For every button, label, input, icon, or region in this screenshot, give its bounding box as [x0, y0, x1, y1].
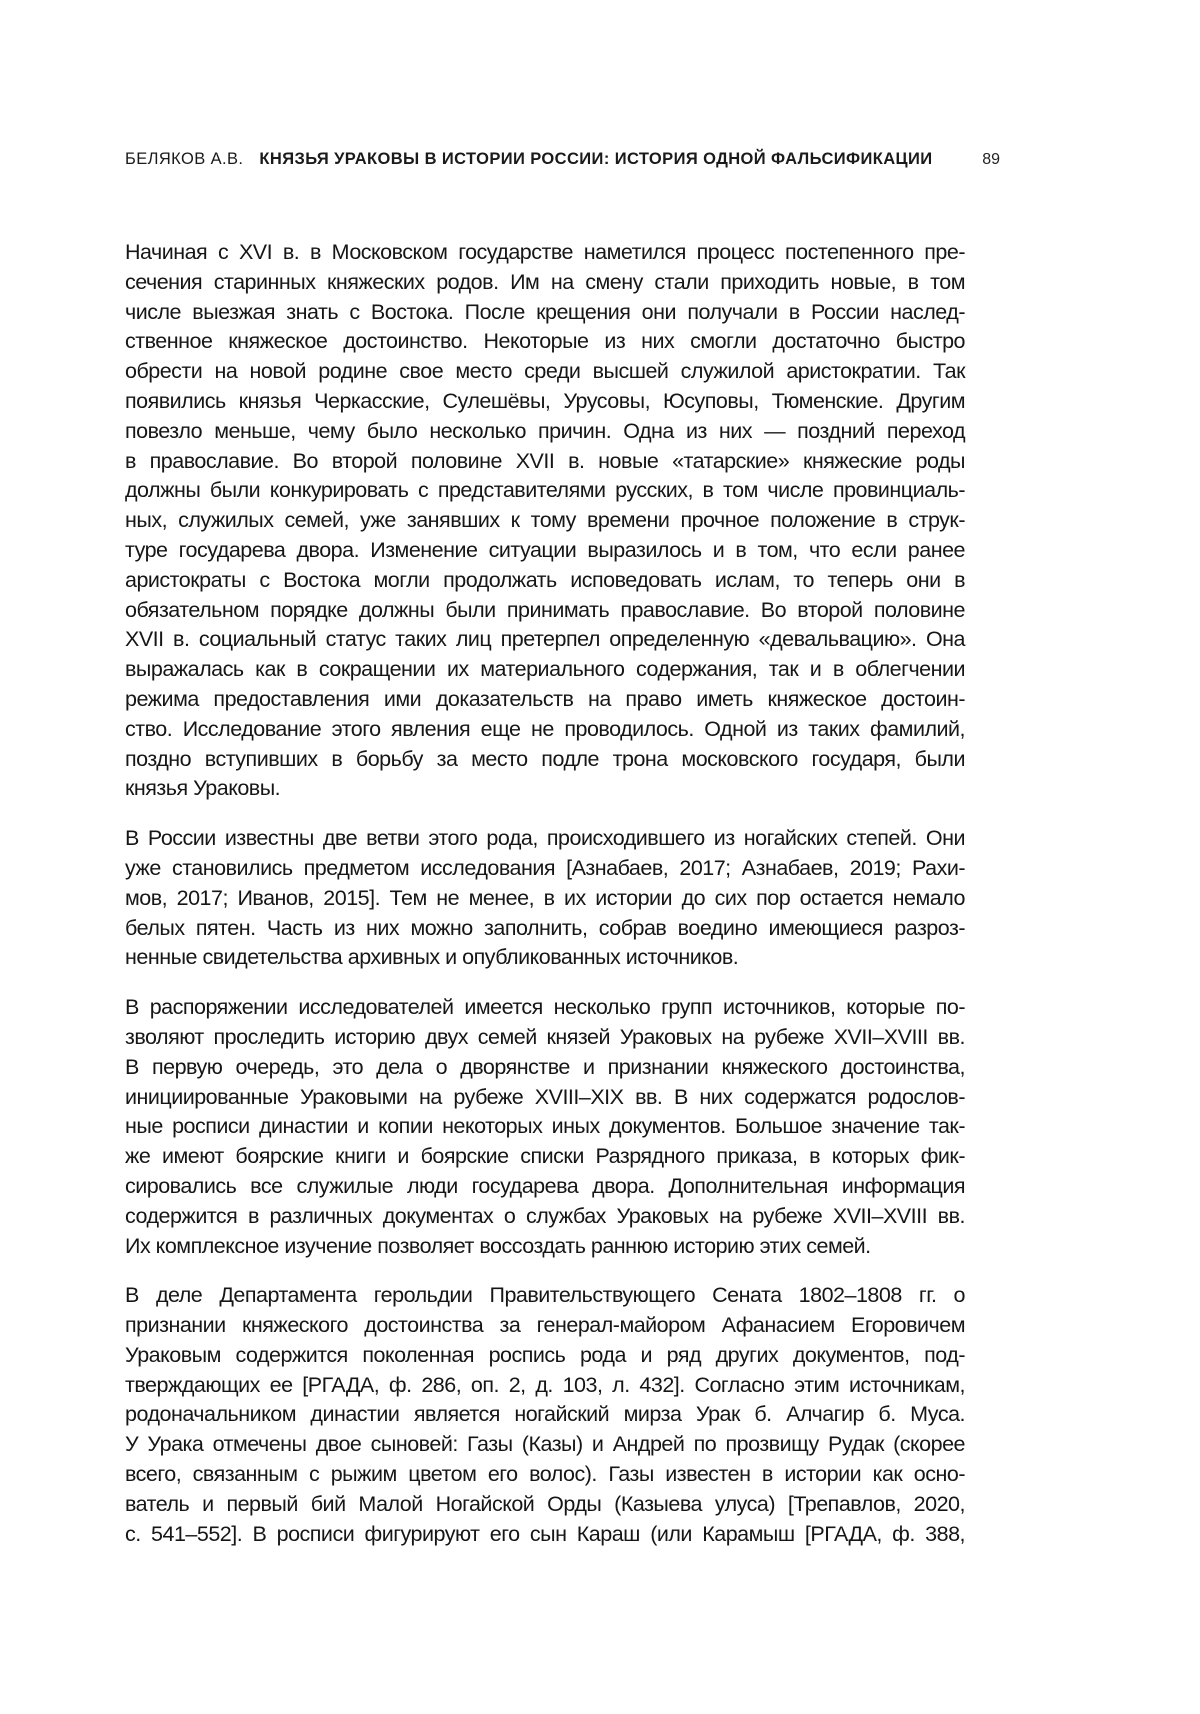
text-line: ные росписи династии и копии некоторых иных документов. Большое значение так- [125, 1114, 965, 1139]
text-line: числе выезжая знать с Востока. После крещения они получали в России наслед- [125, 299, 965, 324]
text-line: повезло меньше, чему было несколько причин. Одна из них — поздний переход [125, 418, 965, 443]
text-line: обязательном порядке должны были принимать православие. Во второй половине [125, 597, 965, 622]
text-line: XVII в. социальный статус таких лиц претерпел определенную «девальвацию». Она [125, 627, 965, 652]
text-line: в православие. Во второй половине XVII в. новые «татарские» княжеские роды [125, 448, 965, 473]
text-line: Начиная с XVI в. в Московском государстве наметился процесс постепенного пре- [125, 240, 965, 264]
page-number: 89 [982, 151, 1000, 168]
text-line: должны были конкурировать с представителями русских, в том числе провинциаль- [125, 478, 965, 503]
text-line: же имеют боярские книги и боярские списки Разрядного приказа, в которых фик- [125, 1144, 965, 1169]
text-line: мов, 2017; Иванов, 2015]. Тем не менее, в их истории до сих пор остается немало [125, 885, 965, 910]
text-line: У Урака отмечены двое сыновей: Газы (Казы) и Андрей по прозвищу Рудак (скорее [125, 1432, 965, 1457]
text-line: белых пятен. Часть из них можно заполнить, собрав воедино имеющиеся разроз- [125, 915, 965, 940]
text-line: родоначальником династии является ногайский мирза Урак б. Алчагир б. Муса. [125, 1402, 965, 1427]
text-line: В деле Департамента герольдии Правительствующего Сената 1802–1808 гг. о [125, 1283, 965, 1308]
text-line: ватель и первый бий Малой Ногайской Орды (Казыева улуса) [Трепавлов, 2020, [125, 1491, 965, 1516]
paragraph [125, 238, 965, 804]
paragraph [125, 824, 965, 973]
text-line: ственное княжеское достоинство. Некоторые из них смогли достаточно быстро [125, 329, 965, 354]
text-line: В России известны две ветви этого рода, происходившего из ногайских степей. Они [125, 826, 965, 851]
text-line: В первую очередь, это дела о дворянстве и признании княжеского достоинства, [125, 1054, 965, 1079]
text-line: сировались все служилые люди государева двора. Дополнительная информация [125, 1173, 965, 1198]
header-author: БЕЛЯКОВ А.В. [125, 150, 244, 168]
text-line: режима предоставления ими доказательств на право иметь княжеское достоин- [125, 686, 965, 711]
text-line: ство. Исследование этого явления еще не проводилось. Одной из таких фамилий, [125, 716, 965, 741]
text-line: содержится в различных документах о службах Ураковых на рубеже XVII–XVIII вв. [125, 1203, 965, 1228]
text-line: В распоряжении исследователей имеется несколько групп источников, которые по- [125, 995, 965, 1020]
body-text [125, 238, 965, 1569]
text-line: князья Ураковы. [125, 776, 281, 801]
paragraph [125, 993, 965, 1261]
text-line: выражалась как в сокращении их материального содержания, так и в облегчении [125, 657, 965, 682]
text-line: зволяют проследить историю двух семей князей Ураковых на рубеже XVII–XVIII вв. [125, 1024, 965, 1049]
text-line: ненные свидетельства архивных и опубликованных источников. [125, 945, 739, 970]
text-line: обрести на новой родине свое место среди высшей служилой аристократии. Так [125, 359, 965, 384]
text-line: тверждающих ее [РГАДА, ф. 286, оп. 2, д. 103, л. 432]. Согласно этим источникам, [125, 1372, 965, 1397]
text-line: появились князья Черкасские, Сулешёвы, Урусовы, Юсуповы, Тюменские. Другим [125, 388, 965, 413]
running-header [125, 150, 1000, 169]
paragraph [125, 1281, 965, 1549]
text-line: всего, связанным с рыжим цветом его волос). Газы известен в истории как осно- [125, 1462, 965, 1487]
text-line: Их комплексное изучение позволяет воссоздать раннюю историю этих семей. [125, 1233, 871, 1258]
text-line: ных, служилых семей, уже занявших к тому времени прочное положение в струк- [125, 508, 965, 533]
text-line: туре государева двора. Изменение ситуации выразилось и в том, что если ранее [125, 537, 965, 562]
header-article-title: КНЯЗЬЯ УРАКОВЫ В ИСТОРИИ РОССИИ: ИСТОРИЯ ОДНОЙ ФАЛЬСИФИКАЦИИ [259, 150, 933, 168]
text-line: с. 541–552]. В росписи фигурируют его сын Караш (или Карамыш [РГАДА, ф. 388, [125, 1521, 965, 1546]
text-line: поздно вступивших в борьбу за место подле трона московского государя, были [125, 746, 965, 771]
text-line: признании княжеского достоинства за генерал-майором Афанасием Егоровичем [125, 1313, 965, 1338]
text-line: аристократы с Востока могли продолжать исповедовать ислам, то теперь они в [125, 567, 965, 592]
text-line: уже становились предметом исследования [Азнабаев, 2017; Азнабаев, 2019; Рахи- [125, 855, 965, 880]
text-line: инициированные Ураковыми на рубеже XVIII–XIX вв. В них содержатся родослов- [125, 1084, 965, 1109]
text-line: Ураковым содержится поколенная роспись рода и ряд других документов, под- [125, 1342, 965, 1367]
text-line: сечения старинных княжеских родов. Им на смену стали приходить новые, в том [125, 269, 965, 294]
